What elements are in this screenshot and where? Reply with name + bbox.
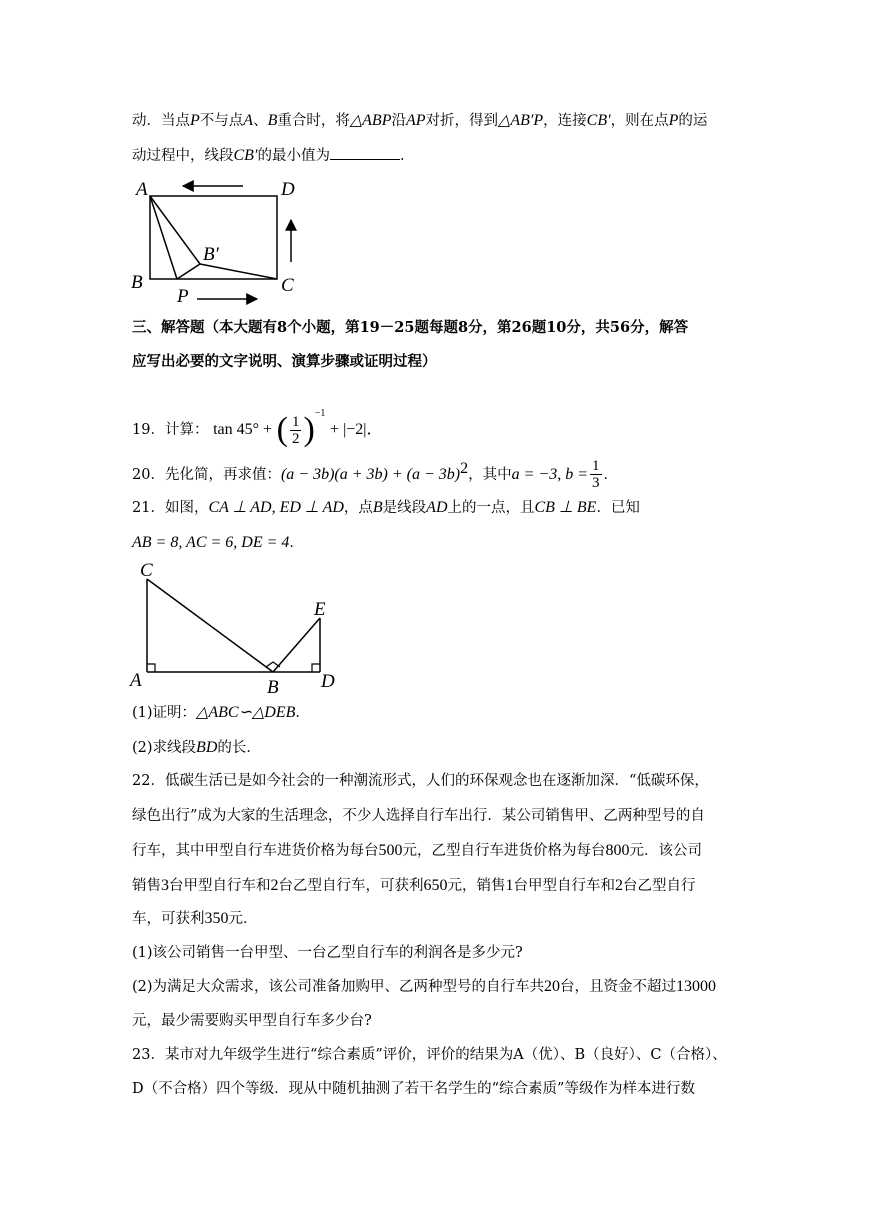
section-3-heading-line-1: 三、解答题（本大题有8个小题，第19－25题每题8分，第26题10分，共56分，解答 [132, 319, 689, 336]
question-22-part-2-line-1: (2)为满足大众需求，该公司准备加购甲、乙两种型号的自行车共20台，且资金不超过13000 [132, 978, 717, 995]
label-p: P [177, 286, 189, 306]
question-21-line-2: AB = 8, AC = 6, DE = 4． [132, 534, 304, 551]
label-d: D [321, 671, 335, 692]
question-22-line-4: 销售3台甲型自行车和2台乙型自行车，可获利650元，销售1台甲型自行车和2台乙型自行 [132, 877, 696, 894]
question-20: 20．先化简，再求值：$(a - 3b)(a + 3b) + (a - 3b)^2$，其中a = −3, b = $\frac{1}{3}$ ． [132, 458, 618, 492]
question-22-part-1: (1)该公司销售一台甲型、一台乙型自行车的利润各是多少元? [132, 945, 523, 961]
label-e: E [314, 599, 326, 620]
question-23-line-2: D（不合格）四个等级．现从中随机抽测了若干名学生的“综合素质”等级作为样本进行数 [132, 1081, 695, 1097]
q18-rectangle-figure [125, 178, 305, 306]
label-c: C [281, 275, 294, 296]
right-angle-d [312, 664, 320, 672]
q18-line-1: 动．当点P不与点A、B重合时，将△ABP沿AP对折，得到△AB′P，连接CB′，则在点P的运 [132, 112, 708, 129]
question-19: 19．计算： tan 45° + ( $\frac{1}{2}$ )$^{-1}$ + |−2|． [132, 408, 383, 448]
label-c: C [140, 560, 153, 581]
question-21-line-1: 21．如图，CA ⊥ AD, ED ⊥ AD，点B是线段AD上的一点，且CB ⊥ BE．已知 [132, 499, 640, 516]
label-b-prime: B′ [203, 244, 219, 265]
question-22-line-5: 车，可获利350元． [132, 910, 258, 927]
question-22-line-1: 22．低碳生活已是如今社会的一种潮流形式，人们的环保观念也在逐渐加深．“低碳环保， [132, 773, 709, 789]
label-a: A [130, 670, 142, 691]
answer-blank[interactable] [330, 145, 400, 160]
question-23-line-1: 23．某市对九年级学生进行“综合素质”评价，评价的结果为A（优）、B（良好）、C（合格）、 [132, 1047, 727, 1063]
label-b: B [267, 677, 279, 698]
label-b: B [131, 272, 143, 293]
label-d: D [281, 179, 295, 200]
question-22-part-2-line-2: 元，最少需要购买甲型自行车多少台? [132, 1013, 372, 1029]
q18-line-2: 动过程中，线段CB′的最小值为 ． [132, 147, 415, 164]
question-22-line-2: 绿色出行”成为大家的生活理念，不少人选择自行车出行．某公司销售甲、乙两种型号的自 [132, 808, 705, 824]
right-angle-a [147, 664, 155, 672]
section-3-heading-line-2: 应写出必要的文字说明、演算步骤或证明过程） [132, 353, 437, 370]
question-21-part-1: (1)证明：△ABC∽△DEB． [132, 704, 310, 721]
question-22-line-3: 行车，其中甲型自行车进货价格为每台500元，乙型自行车进货价格为每台800元．该公司 [132, 842, 702, 859]
question-21-part-2: (2)求线段BD的长． [132, 739, 261, 756]
label-a: A [136, 179, 148, 200]
q21-triangles-figure [128, 558, 343, 698]
